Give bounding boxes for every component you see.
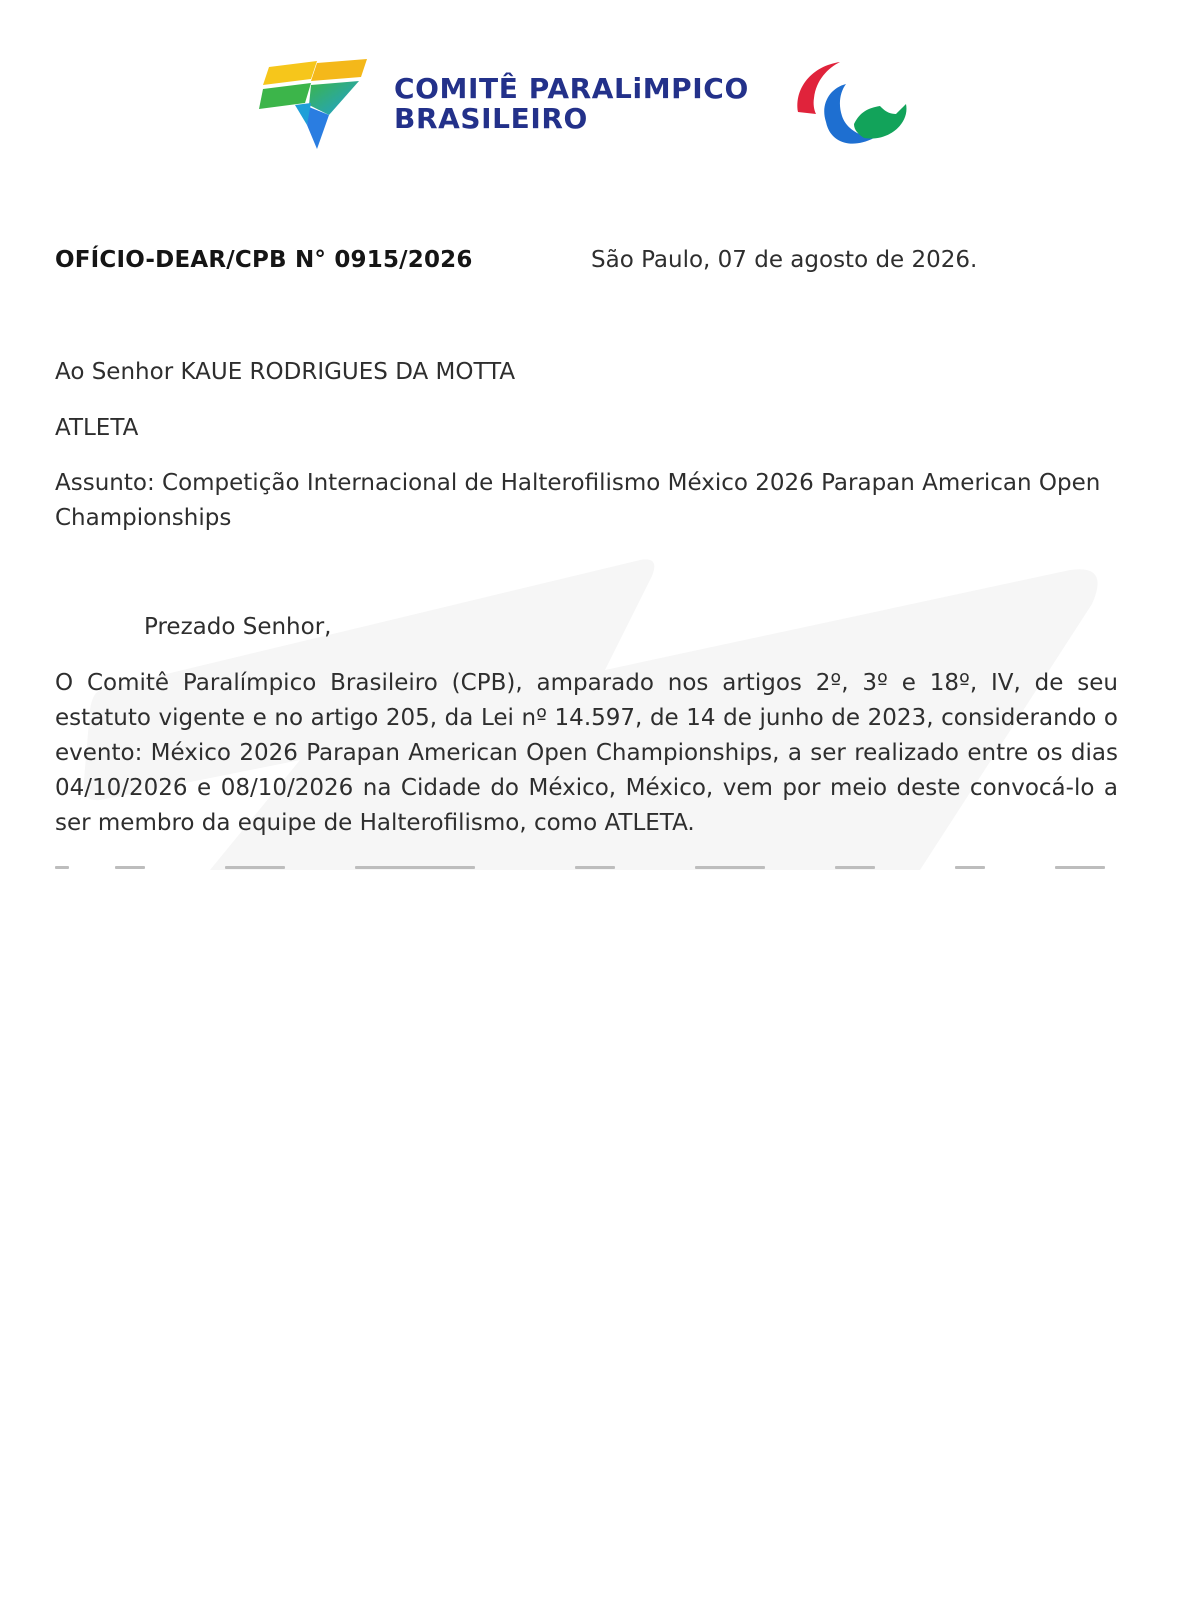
- organization-name-line1: COMITÊ PARALiMPICO: [394, 72, 749, 105]
- organization-name: [394, 74, 749, 134]
- body-paragraph: O Comitê Paralímpico Brasileiro (CPB), amparado nos artigos 2º, 3º e 18º, IV, de seu estatuto vigente e no artigo 205, da Lei nº 14.597, de 14 de junho de 2023, considerando o evento: México 2026 Parapan American Open Championships, a ser realizado entre os dias 04/10/2026 e 08/10/2026 na Cidade do México, México, vem por meio deste convocá-lo a ser membro da equipe de Halterofilismo, como ATLETA.: [55, 670, 1118, 836]
- oficio-number: OFÍCIO-DEAR/CPB N° 0915/2026: [55, 247, 473, 273]
- organization-name-line2: BRASILEIRO: [394, 102, 588, 135]
- addressee: Ao Senhor KAUE RODRIGUES DA MOTTA: [55, 359, 516, 385]
- reference-line: [55, 247, 1118, 279]
- paralympic-agitos-icon: [788, 54, 914, 150]
- greeting: Prezado Senhor,: [144, 614, 332, 640]
- subject-line: Assunto: Competição Internacional de Halterofilismo México 2026 Parapan American Open Championships: [55, 470, 1101, 531]
- date-place: São Paulo, 07 de agosto de 2026.: [591, 247, 978, 273]
- cpb-lightning-emblem-icon: [255, 55, 370, 151]
- addressee-role: ATLETA: [55, 415, 139, 441]
- cropped-text-line: [55, 866, 1118, 872]
- letterhead: [0, 50, 1200, 160]
